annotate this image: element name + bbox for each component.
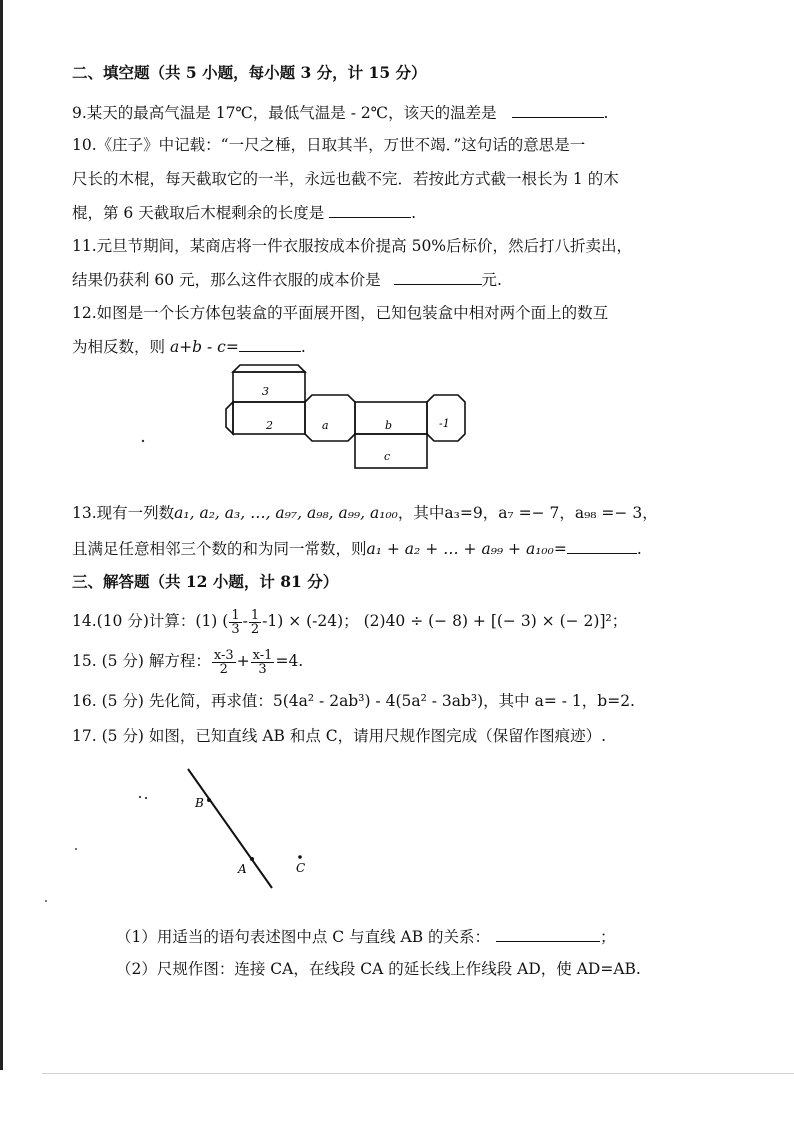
question-11-tail: 元. [481, 271, 502, 289]
question-15-text: 15. (5 分) 解方程： [72, 652, 211, 670]
label-b: B [195, 796, 204, 810]
net-label-neg1: -1 [439, 417, 450, 430]
denominator: 2 [250, 621, 260, 637]
question-13-tail: . [636, 540, 642, 558]
question-14-text: 14.(10 分)计算：(1) ( [72, 612, 229, 630]
question-17-part2: （2）尺规作图：连接 CA，在线段 CA 的延长线上作线段 AD，使 AD=AB. [116, 960, 641, 978]
numerator: x-3 [213, 647, 234, 663]
question-16: 16. (5 分) 先化简，再求值：5(4a² - 2ab³) - 4(5a² - 3ab³)，其中 a= - 1，b=2. [72, 692, 635, 710]
numerator: x-1 [252, 647, 273, 663]
question-17: 17. (5 分) 如图，已知直线 AB 和点 C，请用尺规作图完成（保留作图痕迹）. [72, 727, 607, 745]
point-a [250, 857, 254, 861]
question-13-text2: 且满足任意相邻三个数的和为同一常数，则 [72, 540, 367, 558]
section-heading-fill-in: 二、填空题（共 5 小题，每小题 3 分，计 15 分） [72, 63, 427, 82]
question-10-text: 棍，第 6 天截取后木棍剩余的长度是 [72, 204, 325, 222]
net-label-a: a [322, 419, 329, 432]
question-17-part1-tail: ； [600, 928, 616, 946]
question-10-tail: . [411, 204, 417, 222]
fraction-x-minus-1-over-3 [251, 649, 275, 676]
question-17-part1-text: （1）用适当的语句表述图中点 C 与直线 AB 的关系： [116, 928, 491, 946]
numerator: 1 [231, 607, 240, 623]
question-14-rest: -1) × (-24)； (2)40 ÷ (− 8) + [(− 3) × (− 2)]²； [262, 612, 628, 630]
scan-speck [142, 440, 144, 442]
question-13-line2 [72, 537, 762, 560]
question-11-text: 结果仍获利 60 元，那么这件衣服的成本价是 [72, 271, 381, 289]
question-13-sum: a₁ + a₂ + … + a₉₉ + a₁₀₀= [366, 540, 567, 558]
question-14 [72, 606, 762, 636]
question-9-tail: . [603, 104, 609, 122]
point-c [298, 855, 302, 859]
plus-sign: + [236, 652, 250, 670]
minus-sign: - [242, 612, 248, 630]
question-10-line2: 尺长的木棍，每天截取它的一半，永远也截不完．若按此方式截一根长为 1 的木 [72, 170, 619, 188]
denominator: 3 [231, 621, 240, 637]
answer-blank[interactable] [567, 537, 637, 554]
net-label-c: c [384, 450, 391, 463]
net-label-3: 3 [262, 385, 269, 398]
question-13-conditions: ，其中a₃=9，a₇ =− 7，a₉₈ =− 3， [397, 504, 658, 522]
line-ab [188, 769, 272, 888]
denominator: 3 [258, 661, 267, 677]
question-13-text: 13.现有一列数 [72, 504, 175, 522]
fraction-one-half [249, 609, 261, 636]
label-a: A [238, 862, 247, 876]
question-9-text: 9.某天的最高气温是 17℃，最低气温是 - 2℃，该天的温差是 [72, 104, 497, 122]
label-c: C [296, 861, 306, 875]
question-11-line1: 11.元旦节期间，某商店将一件衣服按成本价提高 50%后标价，然后打八折卖出， [72, 237, 633, 255]
fraction-one-third [229, 609, 241, 636]
question-12-tail: . [300, 338, 306, 356]
question-17-part1 [116, 925, 794, 948]
net-face-3 [233, 372, 305, 402]
net-flap-top [233, 365, 305, 372]
scan-speck [45, 900, 47, 902]
question-13-line1 [72, 502, 762, 524]
question-12-expression: a+b - c= [169, 338, 239, 356]
scan-speck [139, 796, 141, 798]
net-flap-left [226, 402, 233, 434]
section-heading-solve: 三、解答题（共 12 小题，计 81 分） [72, 572, 339, 591]
question-10-line1: 10.《庄子》中记载：“一尺之棰，日取其半，万世不竭．”这句话的意思是一 [72, 136, 586, 154]
question-15-rest: =4. [275, 652, 304, 670]
numerator: 1 [250, 607, 260, 623]
net-label-2: 2 [266, 419, 273, 432]
question-13-sequence: a₁, a₂, a₃, …, a₉₇, a₉₈, a₉₉, a₁₀₀ [174, 504, 398, 522]
net-face-a [305, 395, 355, 441]
scan-speck [145, 797, 147, 799]
point-b [207, 798, 211, 802]
net-face-c [355, 434, 427, 468]
answer-blank[interactable] [496, 925, 600, 942]
question-12-line1: 12.如图是一个长方体包装盒的平面展开图，已知包装盒中相对两个面上的数互 [72, 304, 609, 322]
net-label-b: b [385, 419, 393, 432]
denominator: 2 [219, 661, 228, 677]
question-12-text: 为相反数，则 [72, 338, 170, 356]
scan-speck [75, 848, 77, 850]
question-15 [72, 646, 762, 676]
fraction-x-minus-3-over-2 [212, 649, 236, 676]
